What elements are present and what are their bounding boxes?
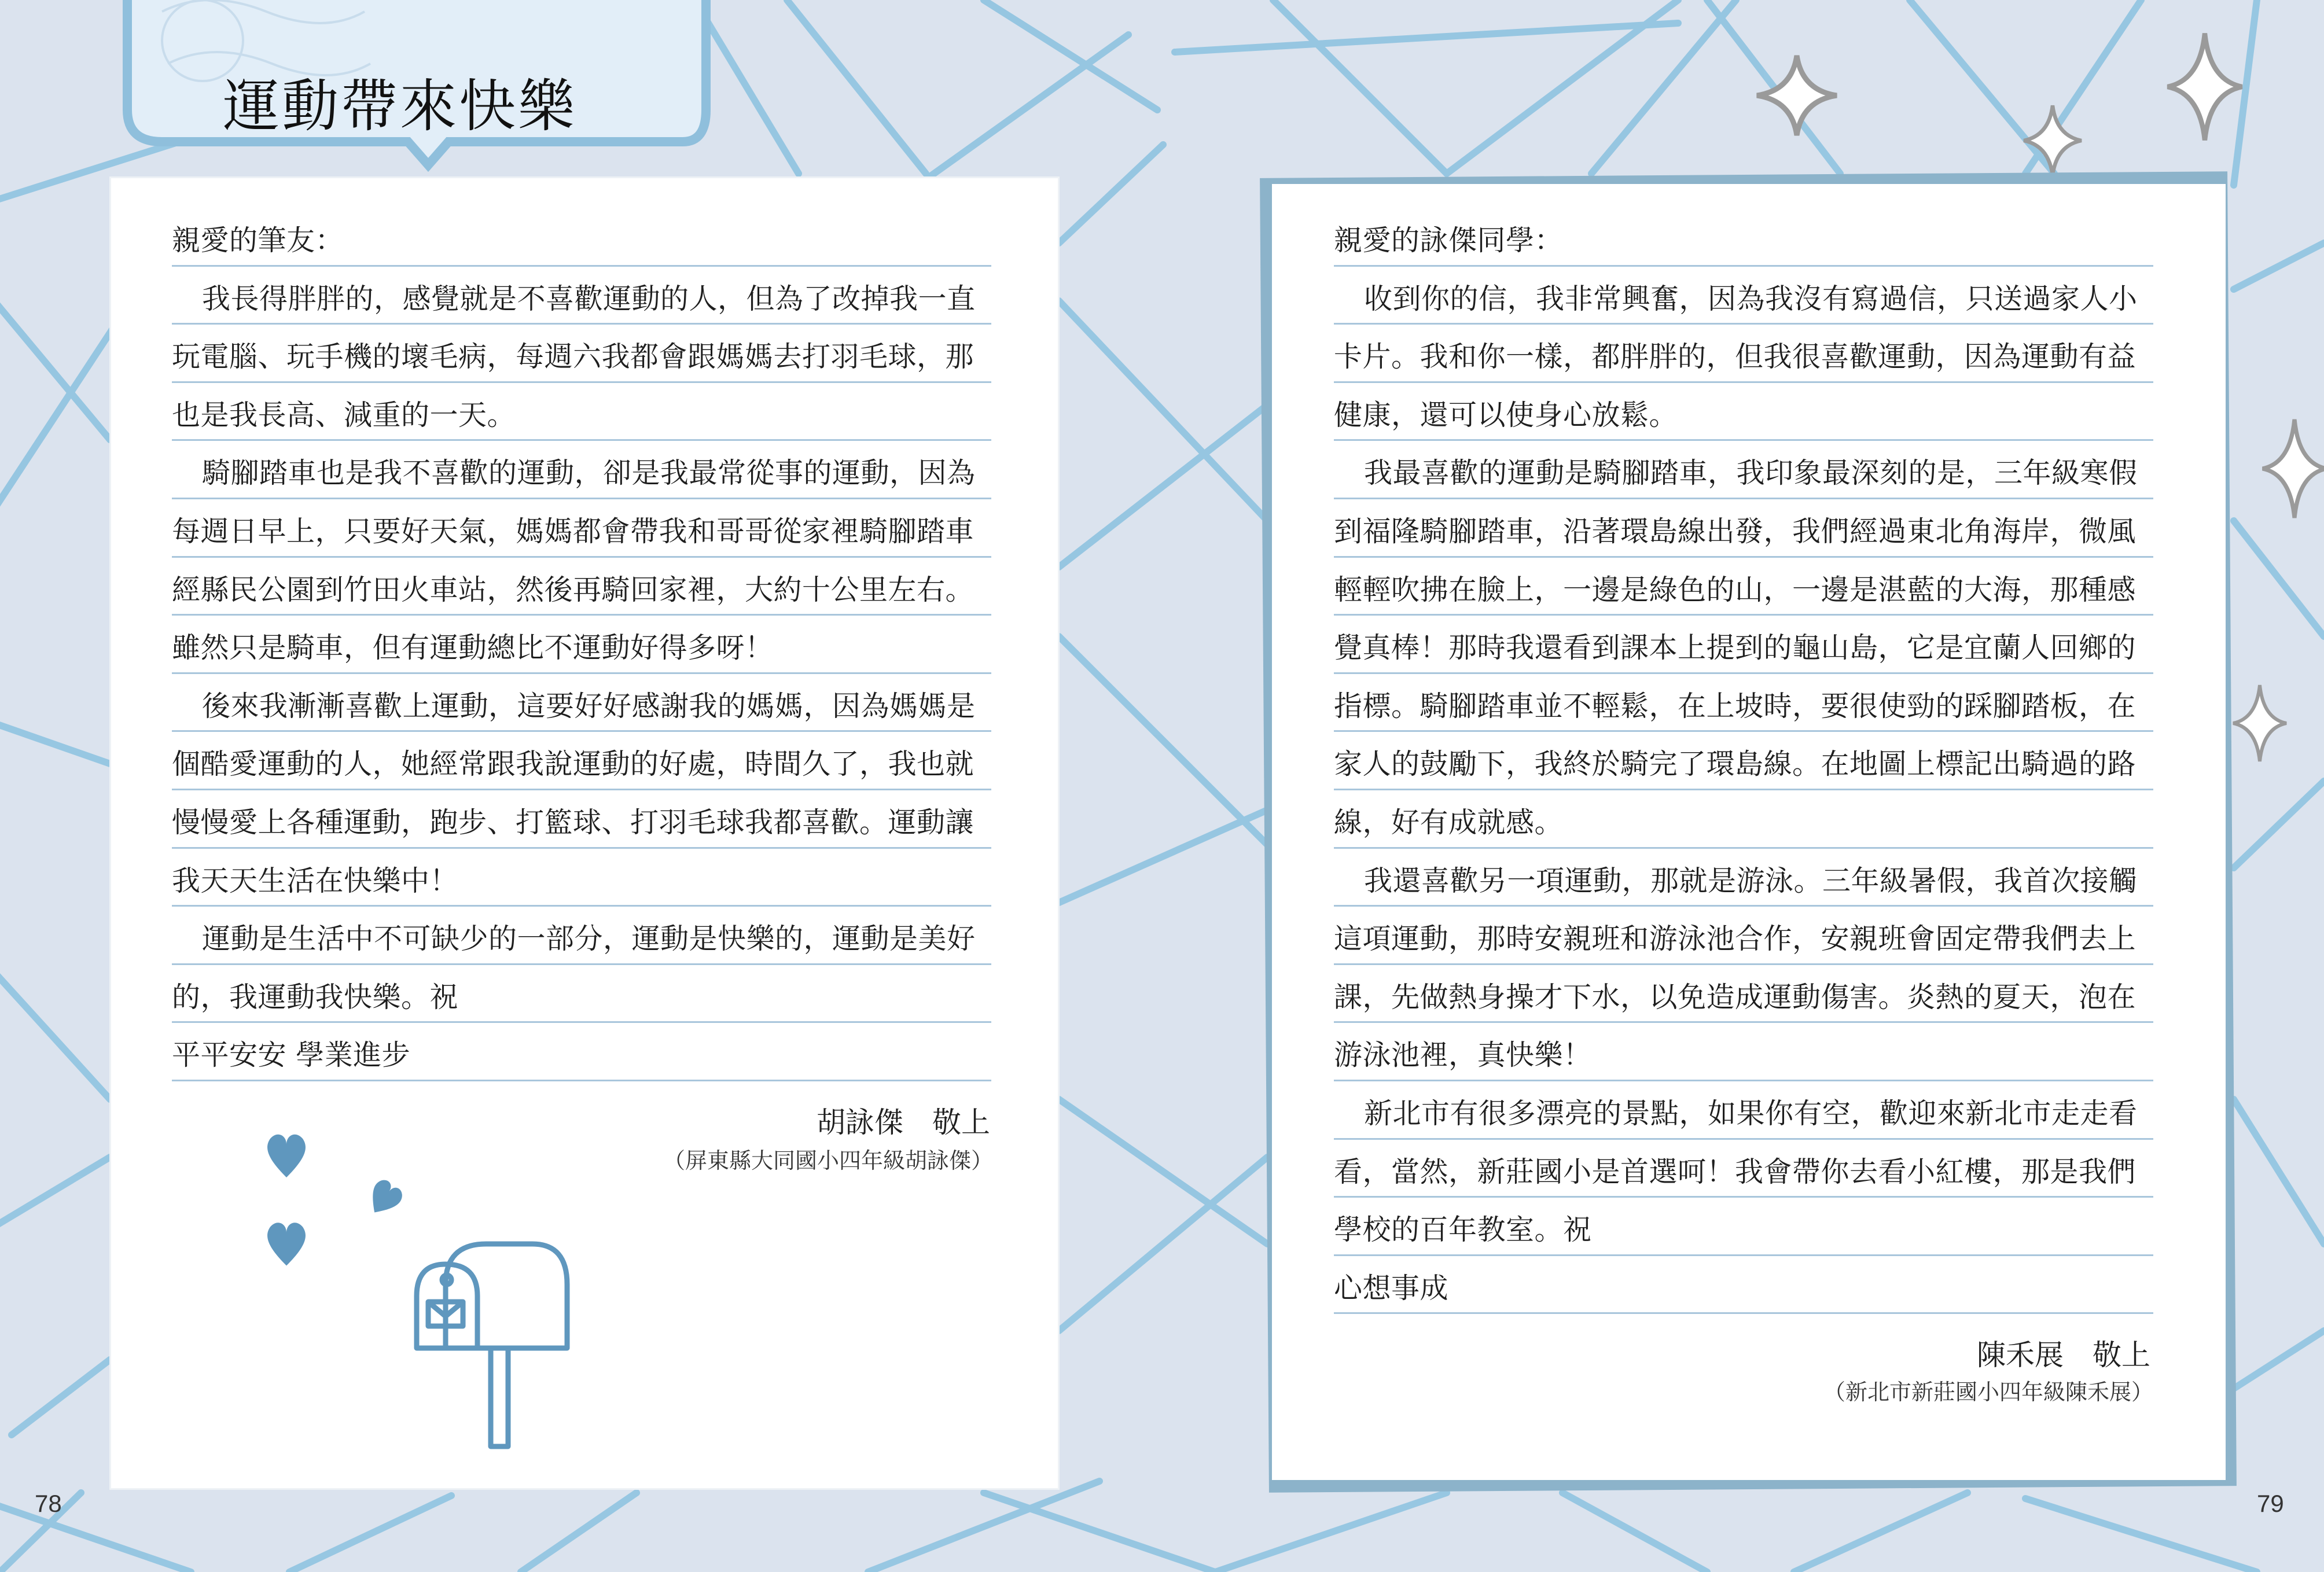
letter-line: 到福隆騎腳踏車，沿著環島線出發，我們經過東北角海岸，微風 xyxy=(1334,499,2153,558)
letter-line: 課，先做熱身操才下水，以免造成運動傷害。炎熱的夏天，泡在 xyxy=(1334,965,2153,1024)
heart-icon xyxy=(263,1128,310,1180)
letter-greeting: 親愛的詠傑同學： xyxy=(1334,208,2153,267)
letter-line: 學校的百年教室。祝 xyxy=(1334,1198,2153,1256)
letter-line: 的，我運動我快樂。祝 xyxy=(172,965,991,1024)
signature-left: 胡詠傑 敬上 xyxy=(817,1106,990,1139)
letter-line: 收到你的信，我非常興奮，因為我沒有寫過信，只送過家人小 xyxy=(1334,267,2153,325)
letter-line: 運動是生活中不可缺少的一部分，運動是快樂的，運動是美好 xyxy=(172,907,991,965)
letter-line: 雖然只是騎車，但有運動總比不運動好得多呀！ xyxy=(172,616,991,674)
letter-closing: 平平安安 學業進步 xyxy=(172,1023,991,1081)
letter-line: 騎腳踏車也是我不喜歡的運動，卻是我最常從事的運動，因為 xyxy=(172,441,991,499)
mailbox-icon xyxy=(405,1221,579,1452)
letter-line: 我長得胖胖的，感覺就是不喜歡運動的人，但為了改掉我一直 xyxy=(172,267,991,325)
heart-icon xyxy=(263,1215,310,1270)
letter-closing: 心想事成 xyxy=(1334,1256,2153,1315)
letter-line: 每週日早上，只要好天氣，媽媽都會帶我和哥哥從家裡騎腳踏車 xyxy=(172,499,991,558)
letter-line: 我最喜歡的運動是騎腳踏車，我印象最深刻的是，三年級寒假 xyxy=(1334,441,2153,499)
signature-right: 陳禾展 敬上 xyxy=(1977,1338,2150,1372)
sparkle-icon xyxy=(1753,52,1840,139)
letter-line: 這項運動，那時安親班和游泳池合作，安親班會固定帶我們去上 xyxy=(1334,907,2153,965)
letter-line: 輕輕吹拂在臉上，一邊是綠色的山，一邊是湛藍的大海，那種感 xyxy=(1334,558,2153,616)
sparkle-icon xyxy=(2164,29,2245,145)
letter-left xyxy=(172,208,991,1081)
letter-line: 新北市有很多漂亮的景點，如果你有空，歡迎來新北市走走看 xyxy=(1334,1081,2153,1140)
letter-line: 游泳池裡，真快樂！ xyxy=(1334,1023,2153,1081)
school-note-right: （新北市新莊國小四年級陳禾展） xyxy=(1823,1379,2153,1405)
letter-line: 後來我漸漸喜歡上運動，這要好好感謝我的媽媽，因為媽媽是 xyxy=(172,674,991,732)
letter-line: 看，當然，新莊國小是首選呵！我會帶你去看小紅樓，那是我們 xyxy=(1334,1140,2153,1198)
heart-icon xyxy=(365,1177,405,1218)
letter-line: 玩電腦、玩手機的壞毛病，每週六我都會跟媽媽去打羽毛球，那 xyxy=(172,325,991,383)
sparkle-icon xyxy=(2231,683,2289,764)
letter-line: 覺真棒！那時我還看到課本上提到的龜山島，它是宜蘭人回鄉的 xyxy=(1334,616,2153,674)
letter-right xyxy=(1334,208,2153,1314)
letter-line: 慢慢愛上各種運動，跑步、打籃球、打羽毛球我都喜歡。運動讓 xyxy=(172,790,991,849)
letter-line: 個酷愛運動的人，她經常跟我說運動的好處，時間久了，我也就 xyxy=(172,732,991,790)
page-title: 運動帶來快樂 xyxy=(223,73,578,139)
page-number-right: 79 xyxy=(2257,1490,2284,1517)
letter-line: 我天天生活在快樂中！ xyxy=(172,849,991,907)
school-note-left: （屏東縣大同國小四年級胡詠傑） xyxy=(663,1148,993,1173)
letter-line: 經縣民公園到竹田火車站，然後再騎回家裡，大約十公里左右。 xyxy=(172,558,991,616)
letter-line: 健康，還可以使身心放鬆。 xyxy=(1334,383,2153,441)
letter-line: 也是我長高、減重的一天。 xyxy=(172,383,991,441)
letter-line: 家人的鼓勵下，我終於騎完了環島線。在地圖上標記出騎過的路 xyxy=(1334,732,2153,790)
letter-line: 我還喜歡另一項運動，那就是游泳。三年級暑假，我首次接觸 xyxy=(1334,849,2153,907)
page-number-left: 78 xyxy=(35,1490,62,1517)
letter-line: 卡片。我和你一樣，都胖胖的，但我很喜歡運動，因為運動有益 xyxy=(1334,325,2153,383)
sparkle-icon xyxy=(2260,417,2324,521)
letter-line: 指標。騎腳踏車並不輕鬆，在上坡時，要很使勁的踩腳踏板，在 xyxy=(1334,674,2153,732)
letter-greeting: 親愛的筆友： xyxy=(172,208,991,267)
letter-line: 線，好有成就感。 xyxy=(1334,790,2153,849)
sparkle-icon xyxy=(2021,103,2084,178)
